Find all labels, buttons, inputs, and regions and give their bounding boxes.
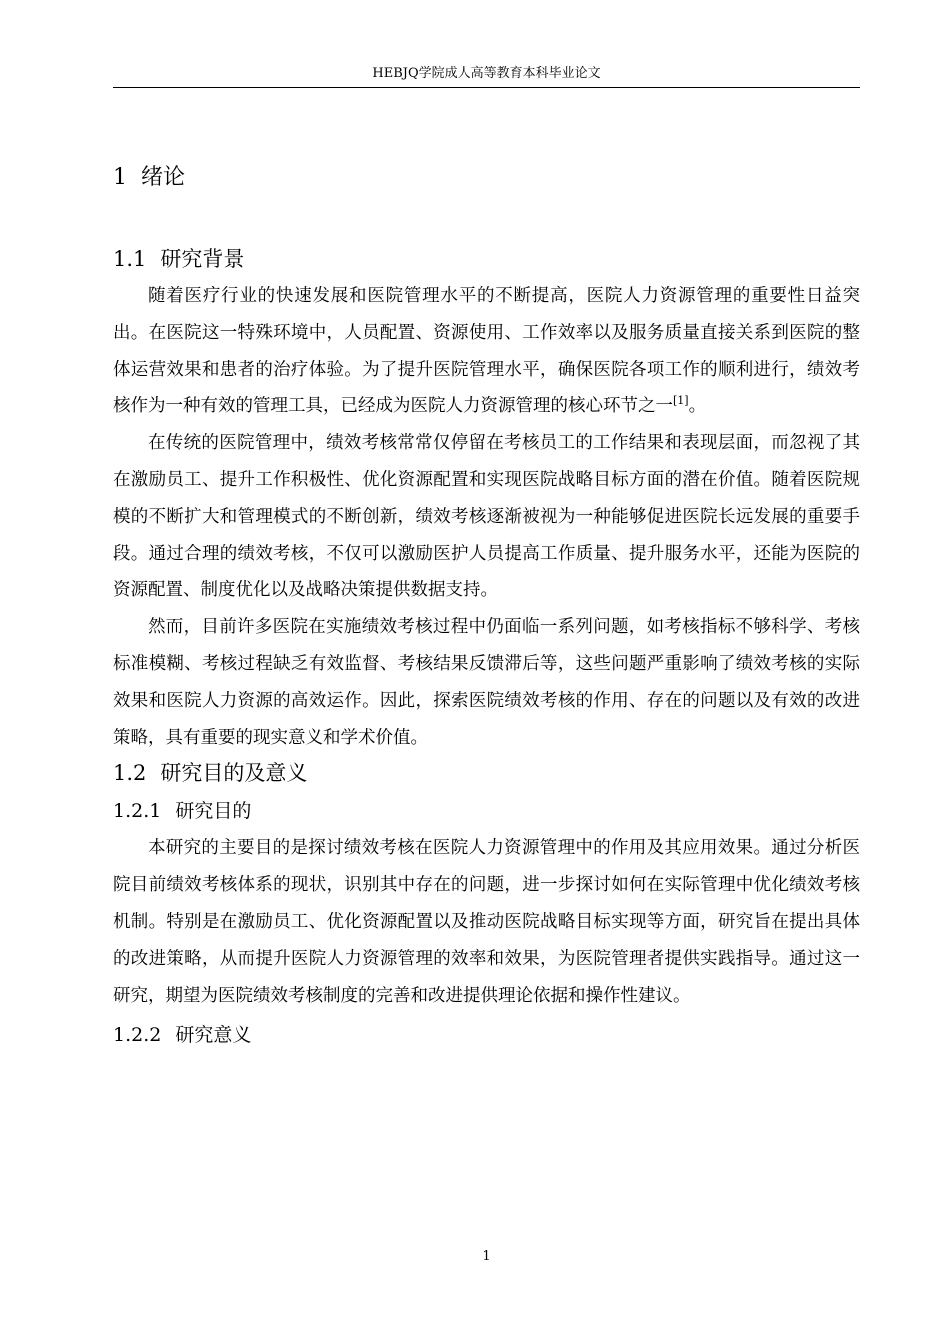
section-heading-1-1 (113, 242, 860, 276)
paragraph-end: 。 (688, 396, 707, 417)
subsection-title: 研究意义 (175, 1024, 252, 1047)
running-header: HEBJQ学院成人高等教育本科毕业论文 (372, 66, 601, 81)
section-number: 1.2 (113, 761, 147, 786)
subsection-number: 1.2.1 (113, 800, 162, 823)
paragraph-background-2: 在传统的医院管理中，绩效考核常常仅停留在考核员工的工作结果和表现层面，而忽视了其在激励员工、提升工作积极性、优化资源配置和实现医院战略目标方面的潜在价值。随着医院规模的不断扩大和管理模式的不断创新，绩效考核逐渐被视为一种能够促进医院长远发展的重要手段。通过合理的绩效考核，不仅可以激励医护人员提高工作质量、提升服务水平，还能为医院的资源配置、制度优化以及战略决策提供数据支持。 (113, 433, 860, 601)
header-rule (113, 87, 860, 88)
chapter-title: 绪论 (141, 165, 186, 190)
section-title: 研究背景 (160, 247, 245, 271)
citation-ref: [1] (673, 394, 689, 408)
paragraph-background-1 (113, 278, 860, 425)
subsection-heading-1-2-2 (113, 1018, 860, 1052)
chapter-heading (113, 158, 860, 198)
page-number: 1 (482, 1249, 491, 1264)
page-body (113, 158, 860, 1054)
subsection-number: 1.2.2 (113, 1024, 162, 1047)
paragraph-background-3: 然而，目前许多医院在实施绩效考核过程中仍面临一系列问题，如考核指标不够科学、考核标准模糊、考核过程缺乏有效监督、考核结果反馈滞后等，这些问题严重影响了绩效考核的实际效果和医院人力资源的高效运作。因此，探索医院绩效考核的作用、存在的问题以及有效的改进策略，具有重要的现实意义和学术价值。 (113, 617, 860, 748)
section-number: 1.1 (113, 247, 147, 271)
paragraph-text: 随着医疗行业的快速发展和医院管理水平的不断提高，医院人力资源管理的重要性日益突出。在医院这一特殊环境中，人员配置、资源使用、工作效率以及服务质量直接关系到医院的整体运营效果和患者的治疗体验。为了提升医院管理水平，确保医院各项工作的顺利进行，绩效考核作为一种有效的管理工具，已经成为医院人力资源管理的核心环节之一 (113, 286, 860, 417)
subsection-heading-1-2-1 (113, 794, 860, 828)
section-title: 研究目的及意义 (160, 761, 308, 786)
section-heading-1-2 (113, 756, 860, 790)
paragraph-purpose: 本研究的主要目的是探讨绩效考核在医院人力资源管理中的作用及其应用效果。通过分析医院目前绩效考核体系的现状，识别其中存在的问题，进一步探讨如何在实际管理中优化绩效考核机制。特别是在激励员工、优化资源配置以及推动医院战略目标实现等方面，研究旨在提出具体的改进策略，从而提升医院人力资源管理的效率和效果，为医院管理者提供实践指导。通过这一研究，期望为医院绩效考核制度的完善和改进提供理论依据和操作性建议。 (113, 838, 860, 1006)
subsection-title: 研究目的 (175, 800, 252, 823)
chapter-number: 1 (113, 165, 127, 190)
